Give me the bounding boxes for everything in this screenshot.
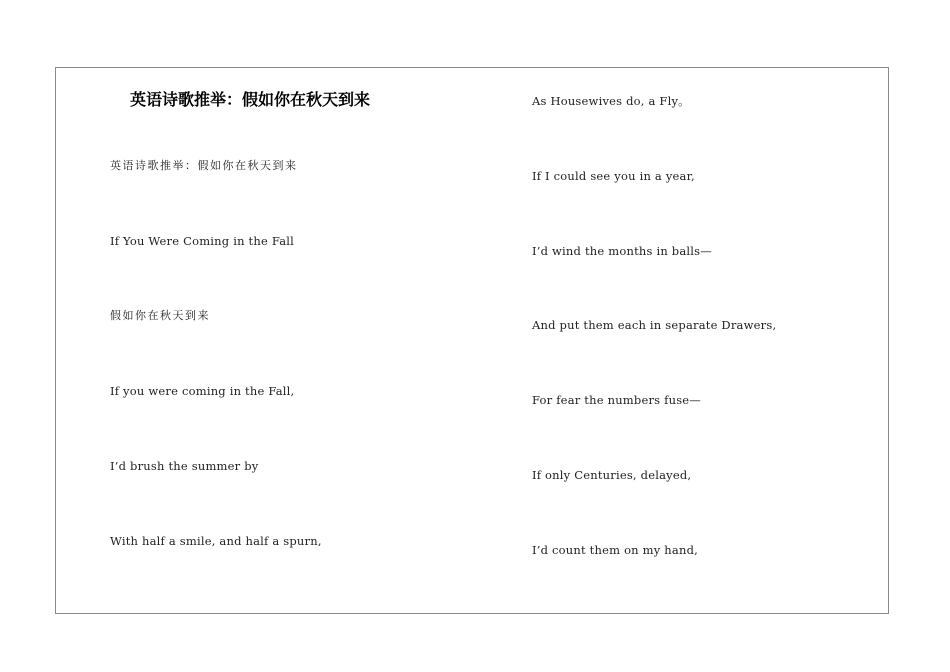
right-line-4: And put them each in separate Drawers, xyxy=(532,318,777,332)
right-line-2: If I could see you in a year, xyxy=(532,169,695,183)
right-line-7: I’d count them on my hand, xyxy=(532,543,698,557)
right-line-1: As Housewives do, a Fly。 xyxy=(532,94,690,108)
left-line-1: 英语诗歌推举：假如你在秋天到来 xyxy=(110,159,298,172)
poem-heading: 英语诗歌推举：假如你在秋天到来 xyxy=(130,90,371,109)
page-border-frame xyxy=(55,67,889,614)
left-line-4: If you were coming in the Fall, xyxy=(110,384,295,398)
right-line-6: If only Centuries, delayed, xyxy=(532,468,692,482)
left-line-5: I’d brush the summer by xyxy=(110,459,259,473)
right-line-5: For fear the numbers fuse— xyxy=(532,393,701,407)
right-line-3: I’d wind the months in balls— xyxy=(532,244,712,258)
left-line-3: 假如你在秋天到来 xyxy=(110,309,210,322)
left-line-2: If You Were Coming in the Fall xyxy=(110,234,295,248)
left-line-6: With half a smile, and half a spurn, xyxy=(110,534,322,548)
